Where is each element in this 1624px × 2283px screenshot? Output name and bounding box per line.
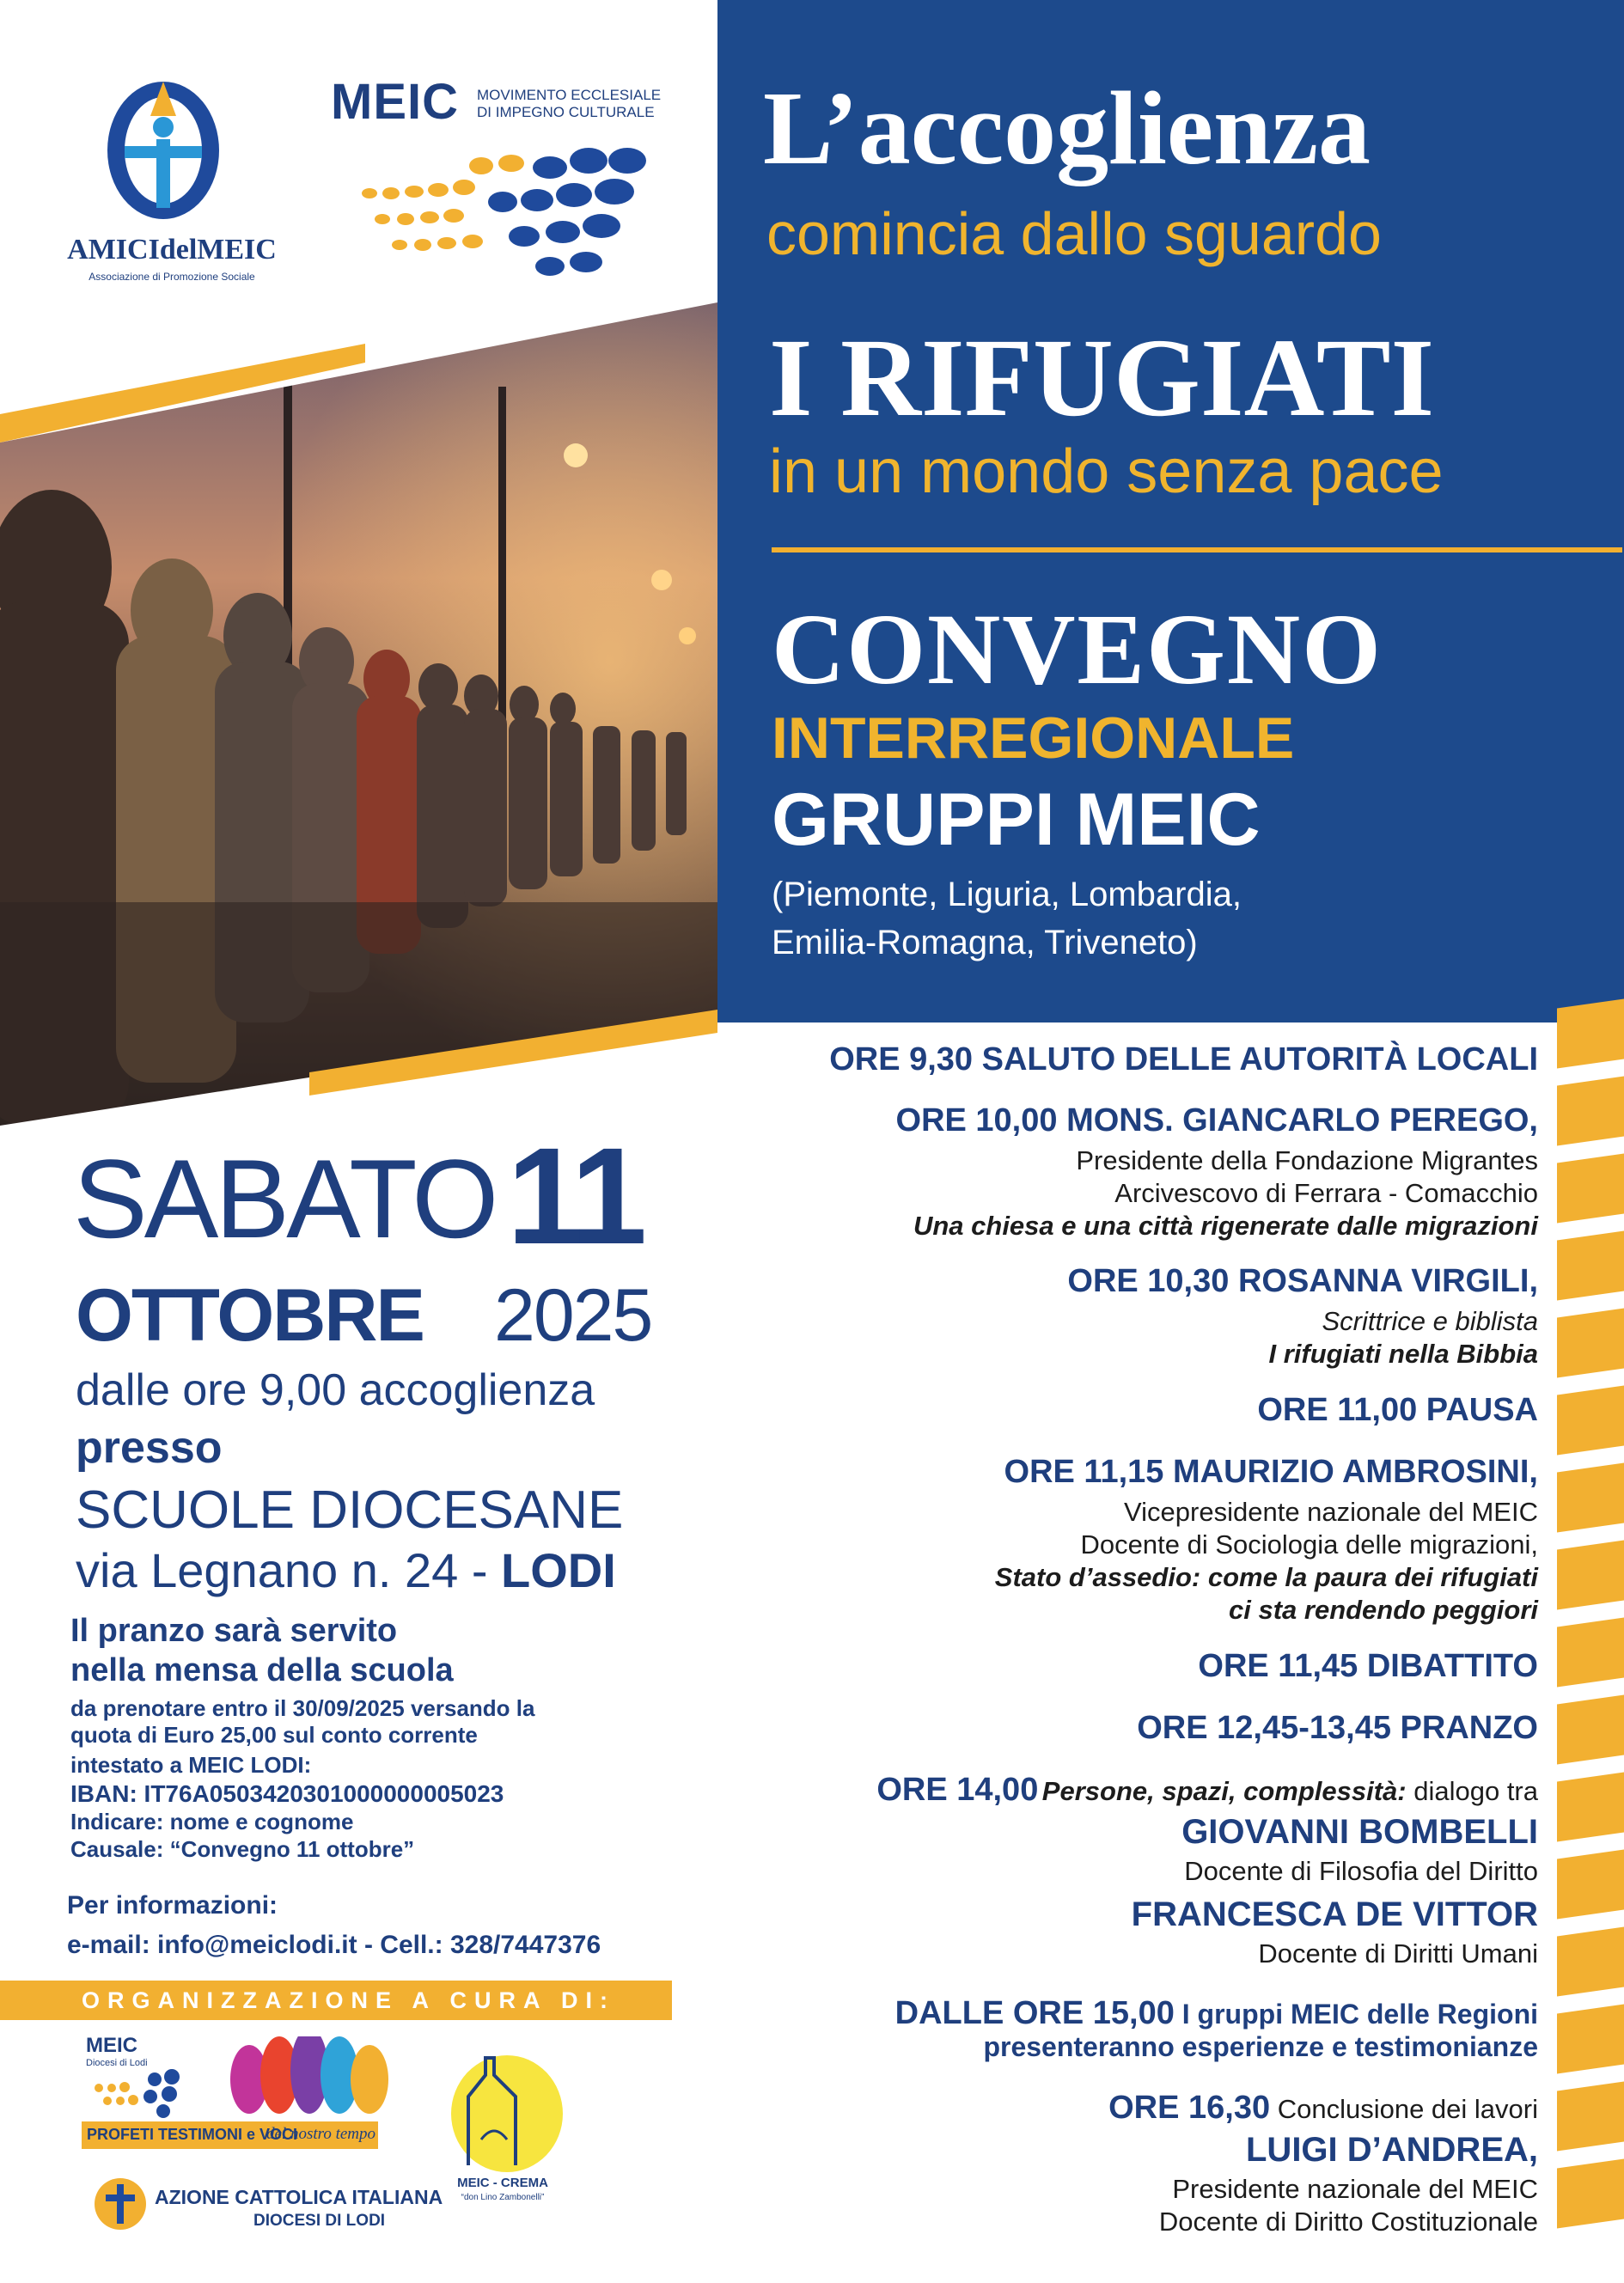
gruppi-meic-label: GRUPPI MEIC	[772, 778, 1261, 861]
contact-details: e-mail: info@meiclodi.it - Cell.: 328/7447376	[67, 1931, 601, 1959]
meic-full-line-2: DI IMPEGNO CULTURALE	[477, 104, 655, 120]
amici-name: AMICIdelMEIC	[67, 234, 277, 266]
azione-cattolica-logo	[90, 2174, 443, 2243]
event-venue: SCUOLE DIOCESANE	[76, 1480, 624, 1540]
program-item-gruppi	[895, 1995, 1538, 2032]
gruppi-text: I gruppi MEIC delle Regioni	[1174, 1999, 1538, 2030]
dialogo-topic: Persone, spazi, complessità:	[1041, 1776, 1407, 1806]
ambrosini-talk-title-2: ci sta rendendo peggiori	[1229, 1595, 1538, 1625]
event-street: via Legnano n. 24 -	[76, 1543, 502, 1597]
meic-lodi-diocese: Diocesi di Lodi	[86, 2058, 148, 2068]
crema-name: MEIC - CREMA	[457, 2176, 548, 2190]
contact-info	[67, 1886, 601, 1965]
meic-lodi-label: MEIC	[86, 2034, 137, 2057]
meic-lodi-dots-icon	[90, 2066, 228, 2118]
iban: IBAN: IT76A0503420301000000005023	[70, 1780, 504, 1807]
program-item-virgili: ORE 10,30 ROSANNA VIRGILI,	[1067, 1263, 1538, 1299]
conclusione-time: ORE 16,30	[1108, 2090, 1271, 2126]
dandrea-role-1: Presidente nazionale del MEIC	[1172, 2174, 1538, 2204]
lunch-line-2: nella mensa della scuola	[70, 1652, 454, 1688]
de-vittor-role: Docente di Diritti Umani	[1258, 1938, 1538, 1969]
program-item-saluto: ORE 9,30 SALUTO DELLE AUTORITÀ LOCALI	[829, 1041, 1538, 1077]
amici-emblem-icon	[52, 77, 292, 241]
meic-lodi-logo	[82, 2032, 391, 2152]
gruppi-text-2: presenteranno esperienze e testimonianze	[983, 2031, 1538, 2062]
program-item-pranzo: ORE 12,45-13,45 PRANZO	[1137, 1710, 1538, 1746]
program-item-dibattito: ORE 11,45 DIBATTITO	[1198, 1648, 1538, 1684]
azione-cattolica-diocese: DIOCESI DI LODI	[253, 2212, 386, 2230]
crema-subtitle: “don Lino Zambonelli”	[461, 2193, 545, 2202]
ambrosini-role-1: Vicepresidente nazionale del MEIC	[1124, 1497, 1538, 1527]
azione-cattolica-name: AZIONE CATTOLICA ITALIANA	[155, 2186, 443, 2208]
event-year: 2025	[494, 1274, 652, 1357]
crema-emblem-icon	[434, 2045, 571, 2174]
meic-logo-short: MEIC	[331, 74, 459, 130]
amici-logo	[52, 77, 292, 292]
speaker-de-vittor: FRANCESCA DE VITTOR	[1131, 1895, 1538, 1933]
event-welcome-time: dalle ore 9,00 accoglienza	[76, 1365, 595, 1415]
virgili-role: Scrittrice e biblista	[1322, 1306, 1538, 1336]
regions-line-2: Emilia-Romagna, Triveneto)	[772, 924, 1198, 961]
event-day: 11	[507, 1119, 643, 1273]
meic-crema-logo	[434, 2045, 571, 2217]
gruppi-time: DALLE ORE 15,00	[894, 1995, 1175, 2031]
booking-line-3: intestato a MEIC LODI:	[70, 1752, 312, 1778]
bombelli-role: Docente di Filosofia del Diritto	[1184, 1856, 1538, 1886]
payment-info	[70, 1780, 504, 1863]
organizers-banner	[0, 1981, 672, 2020]
convegno-title: CONVEGNO	[772, 593, 1383, 705]
dialogo-text: dialogo tra	[1406, 1776, 1538, 1806]
organizers-banner-text: ORGANIZZAZIONE A CURA DI:	[82, 1987, 615, 2013]
perego-talk-title: Una chiesa e una città rigenerate dalle migrazioni	[913, 1211, 1538, 1241]
speaker-bombelli: GIOVANNI BOMBELLI	[1181, 1813, 1538, 1851]
hero-divider	[772, 547, 1622, 552]
dialogo-time: ORE 14,00	[876, 1772, 1039, 1808]
lunch-line-1: Il pranzo sarà servito	[70, 1613, 398, 1649]
program-item-perego: ORE 10,00 MONS. GIANCARLO PEREGO,	[895, 1102, 1538, 1138]
program-item-pausa: ORE 11,00 PAUSA	[1257, 1392, 1538, 1428]
profeti-banner	[82, 2121, 378, 2149]
booking-line-1: da prenotare entro il 30/09/2025 versando la	[70, 1695, 535, 1721]
event-presso: presso	[76, 1423, 223, 1473]
interregionale-label: INTERREGIONALE	[772, 705, 1295, 771]
meic-logo-full	[477, 87, 661, 121]
speaker-dandrea: LUIGI D’ANDREA,	[1246, 2131, 1538, 2169]
virgili-talk-title: I rifugiati nella Bibbia	[1268, 1339, 1538, 1369]
perego-role-2: Arcivescovo di Ferrara - Comacchio	[1114, 1178, 1538, 1208]
booking-line-2: quota di Euro 25,00 sul conto corrente	[70, 1722, 478, 1748]
payment-causale: Causale: “Convegno 11 ottobre”	[70, 1836, 415, 1862]
lunch-info	[70, 1611, 454, 1690]
meic-dots-icon	[352, 142, 670, 279]
ambrosini-role-2: Docente di Sociologia delle migrazioni,	[1080, 1529, 1538, 1560]
regions-line-1: (Piemonte, Liguria, Lombardia,	[772, 876, 1242, 913]
dandrea-role-2: Docente di Diritto Costituzionale	[1158, 2207, 1538, 2237]
main-title: L’accoglienza	[763, 70, 1371, 186]
contact-label: Per informazioni:	[67, 1891, 278, 1920]
event-city: LODI	[501, 1543, 616, 1597]
ambrosini-talk-title-1: Stato d’assedio: come la paura dei rifugiati	[994, 1562, 1538, 1592]
meic-logo	[331, 73, 692, 288]
azione-cattolica-icon	[90, 2174, 150, 2234]
program-item-dialogo	[876, 1772, 1538, 1809]
meic-full-line-1: MOVIMENTO ECCLESIALE	[477, 87, 662, 103]
program-item-conclusione	[1108, 2090, 1538, 2127]
conclusione-text: Conclusione dei lavori	[1270, 2094, 1538, 2124]
amici-subtitle: Associazione di Promozione Sociale	[89, 271, 255, 283]
payment-name-note: Indicare: nome e cognome	[70, 1809, 354, 1834]
program-item-ambrosini: ORE 11,15 MAURIZIO AMBROSINI,	[1004, 1454, 1538, 1490]
regions-list	[772, 870, 1242, 967]
perego-role-1: Presidente della Fondazione Migrantes	[1076, 1145, 1538, 1175]
booking-info	[70, 1695, 534, 1779]
profeti-text: PROFETI TESTIMONI e VOCI	[87, 2126, 298, 2143]
people-silhouettes-icon	[228, 2036, 391, 2122]
event-month: OTTOBRE	[76, 1274, 424, 1357]
event-address	[76, 1542, 616, 1598]
profeti-script: del nostro tempo	[266, 2125, 376, 2143]
main-subtitle: comincia dallo sguardo	[766, 200, 1382, 267]
theme-title: I RIFUGIATI	[769, 316, 1435, 440]
theme-subtitle: in un mondo senza pace	[769, 437, 1444, 506]
event-weekday: SABATO	[73, 1136, 496, 1261]
